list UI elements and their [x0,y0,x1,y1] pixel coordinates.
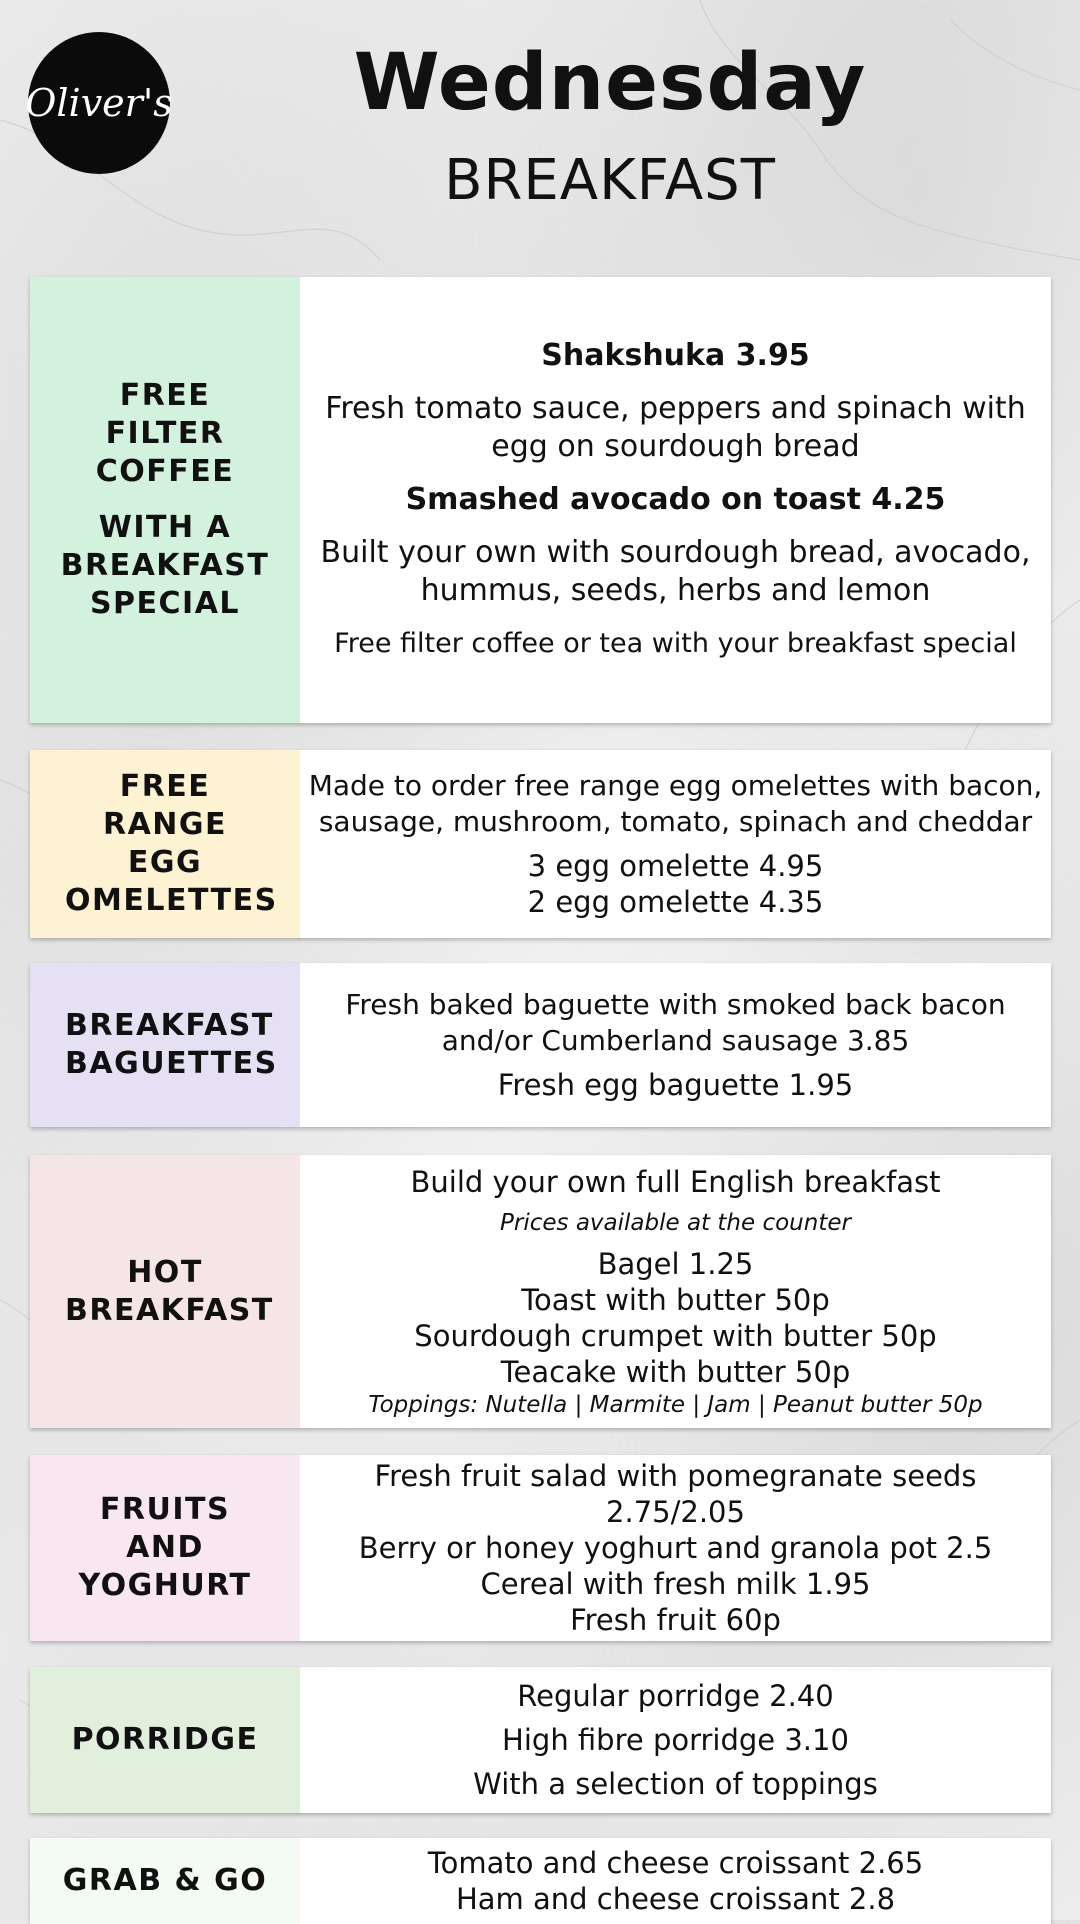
section-label-hot-breakfast [30,1155,300,1428]
item-toast: Toast with butter 50p [521,1282,830,1317]
section-label-porridge [30,1667,300,1813]
label-text-fruits-yoghurt: FRUITS AND YOGHURT [78,1492,252,1603]
label-text-omelettes: FREE RANGE EGG OMELETTES [65,769,278,918]
item-3-egg-omelette: 3 egg omelette 4.95 [527,849,824,883]
section-content-fruits-yoghurt [300,1455,1051,1641]
item-bagel: Bagel 1.25 [597,1246,754,1281]
item-desc-smashed-avocado: Built your own with sourdough bread, avocado, hummus, seeds, herbs and lemon [320,535,1031,608]
section-content-grab-go [300,1838,1051,1924]
item-high-fibre-porridge: High fibre porridge 3.10 [502,1723,849,1757]
item-regular-porridge: Regular porridge 2.40 [517,1679,834,1713]
item-title-shakshuka: Shakshuka 3.95 [541,338,810,373]
item-2-egg-omelette: 2 egg omelette 4.35 [527,885,824,919]
section-hot-breakfast [30,1155,1051,1428]
section-label-grab-go [30,1838,300,1924]
label-text-baguettes: BREAKFAST BAGUETTES [65,1008,278,1081]
item-desc-baguette: Fresh baked baguette with smoked back bacon and/or Cumberland sausage 3.85 [345,988,1006,1057]
item-tomato-cheese-croissant: Tomato and cheese croissant 2.65 [427,1846,924,1880]
item-cereal: Cereal with fresh milk 1.95 [480,1567,871,1601]
section-label-baguettes [30,963,300,1127]
item-fruit-salad: Fresh fruit salad with pomegranate seeds 2.75/2.05 [374,1459,977,1529]
logo-text: Oliver's [25,81,173,125]
item-porridge-toppings: With a selection of toppings [473,1767,878,1801]
day-title: Wednesday [353,38,867,128]
item-teacake: Teacake with butter 50p [500,1354,851,1389]
section-label-fruits-yoghurt [30,1455,300,1641]
section-label-omelettes [30,750,300,938]
section-content-baguettes [300,963,1051,1127]
label-text-hot-breakfast: HOT BREAKFAST [65,1254,274,1328]
item-fresh-fruit: Fresh fruit 60p [570,1603,781,1637]
section-label-free-filter-coffee [30,277,300,723]
label-line-free-filter-coffee: FREE FILTER COFFEE [95,378,235,489]
section-content-porridge [300,1667,1051,1813]
item-build-full-english: Build your own full English breakfast [410,1164,941,1199]
item-toppings: Toppings: Nutella | Marmite | Jam | Peanut butter 50p [368,1391,983,1418]
item-desc-shakshuka: Fresh tomato sauce, peppers and spinach with egg on sourdough bread [325,391,1026,464]
item-title-smashed-avocado: Smashed avocado on toast 4.25 [405,482,946,517]
section-baguettes [30,963,1051,1127]
section-fruits-yoghurt [30,1455,1051,1641]
section-breakfast-special [30,277,1051,723]
item-prices-note: Prices available at the counter [500,1209,851,1236]
item-yoghurt-pot: Berry or honey yoghurt and granola pot 2.5 [358,1531,993,1565]
section-porridge [30,1667,1051,1813]
item-ham-cheese-croissant: Ham and cheese croissant 2.8 [455,1882,896,1916]
label-text-porridge: PORRIDGE [71,1722,259,1757]
section-content-hot-breakfast [300,1155,1051,1428]
section-grab-go [30,1838,1051,1924]
label-line-with-breakfast-special: WITH A BREAKFAST SPECIAL [60,510,270,621]
section-omelettes [30,750,1051,938]
item-desc-omelettes: Made to order free range egg omelettes with bacon, sausage, mushroom, tomato, spinach and cheddar [308,769,1043,838]
label-text-grab-go: GRAB & GO [62,1863,268,1898]
item-crumpet: Sourdough crumpet with butter 50p [414,1318,937,1353]
item-note-free-coffee: Free filter coffee or tea with your breakfast special [334,628,1017,659]
item-egg-baguette: Fresh egg baguette 1.95 [497,1068,854,1102]
section-content-breakfast-special [300,277,1051,723]
section-content-omelettes [300,750,1051,938]
meal-subtitle: BREAKFAST [444,148,776,213]
